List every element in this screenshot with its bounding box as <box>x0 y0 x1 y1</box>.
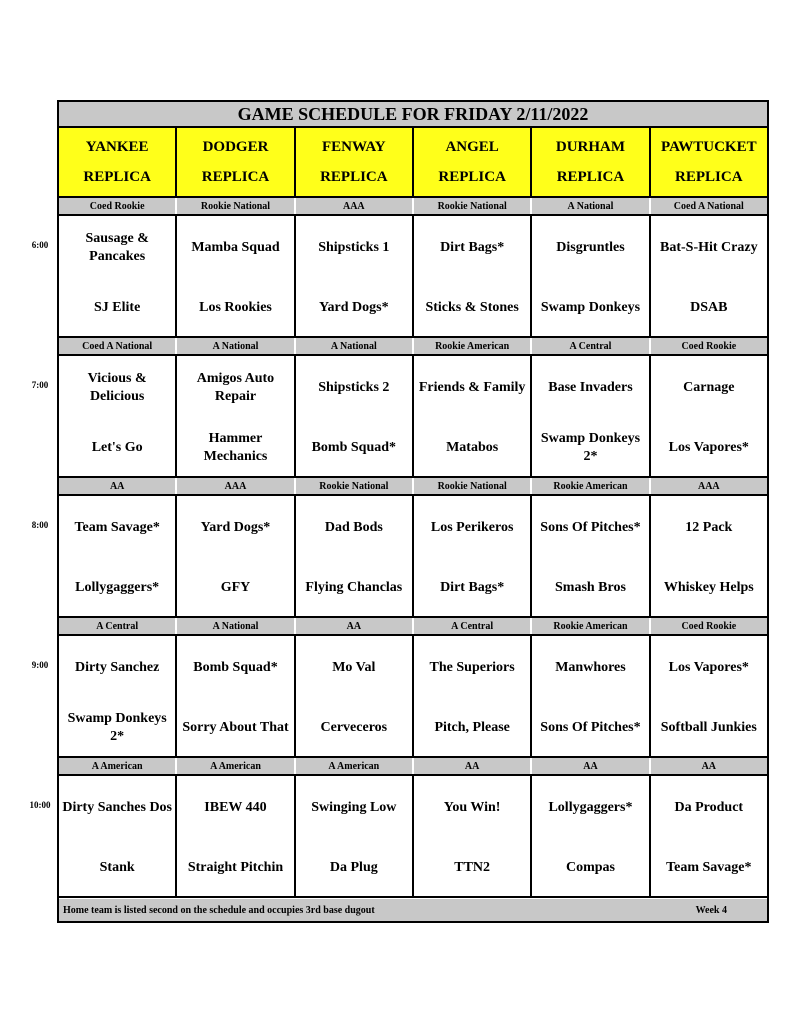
time-slot-block <box>59 198 767 338</box>
home-team: Stank <box>99 860 135 875</box>
home-team: Dirt Bags* <box>440 580 505 595</box>
division-row <box>59 338 767 356</box>
game-cell <box>59 776 177 896</box>
away-team: Amigos Auto Repair <box>196 371 275 404</box>
division-label: A American <box>177 758 295 774</box>
home-team: Matabos <box>446 440 499 455</box>
home-team: Pitch, Please <box>434 720 510 735</box>
field-name: DODGER <box>202 138 269 155</box>
game-cell <box>296 776 414 896</box>
field-sub: REPLICA <box>320 168 388 185</box>
division-label: A Central <box>532 338 650 354</box>
division-label: Coed Rookie <box>59 198 177 214</box>
field-name: ANGEL <box>445 138 499 155</box>
field-name: PAWTUCKET <box>661 138 757 155</box>
game-cell <box>532 496 650 616</box>
time-label: 6:00 <box>31 240 49 250</box>
home-team: Los Vapores* <box>668 440 749 455</box>
time-label: 8:00 <box>31 520 49 530</box>
away-team: The Superiors <box>429 660 515 675</box>
game-cell <box>532 776 650 896</box>
division-label: AA <box>532 758 650 774</box>
game-cell <box>414 636 532 756</box>
home-team: Bomb Squad* <box>311 440 397 455</box>
division-row <box>59 758 767 776</box>
division-label: A Central <box>414 618 532 634</box>
games-row <box>59 496 767 618</box>
footer-note: Home team is listed second on the schedule and occupies 3rd base dugout <box>63 904 375 916</box>
time-label: 10:00 <box>29 800 51 810</box>
game-cell <box>177 776 295 896</box>
home-team: Hammer Mechanics <box>203 431 268 464</box>
game-cell <box>296 356 414 476</box>
away-team: Mo Val <box>332 660 376 675</box>
home-team: Softball Junkies <box>660 720 757 735</box>
home-team: Whiskey Helps <box>663 580 754 595</box>
home-team: Swamp Donkeys <box>540 300 641 315</box>
division-label: Rookie National <box>414 198 532 214</box>
game-cell <box>651 496 767 616</box>
field-name: YANKEE <box>85 138 149 155</box>
game-cell <box>296 216 414 336</box>
division-label: Rookie American <box>532 478 650 494</box>
division-label: A National <box>177 338 295 354</box>
field-sub: REPLICA <box>438 168 506 185</box>
division-label: Coed Rookie <box>681 340 737 352</box>
field-sub: REPLICA <box>83 168 151 185</box>
field-header-row <box>59 128 767 198</box>
away-team: Shipsticks 1 <box>318 240 390 255</box>
division-label: A National <box>532 198 650 214</box>
division-label: A American <box>59 758 177 774</box>
time-slot-block <box>59 758 767 898</box>
away-team: Dirty Sanches Dos <box>62 800 172 815</box>
home-team: SJ Elite <box>94 300 141 315</box>
division-label: AAA <box>296 198 414 214</box>
away-team: Base Invaders <box>548 380 633 395</box>
game-cell <box>414 216 532 336</box>
game-cell <box>59 216 177 336</box>
home-team: DSAB <box>690 300 728 315</box>
division-label: A National <box>177 618 295 634</box>
division-label: A Central <box>59 618 177 634</box>
away-team: Disgruntles <box>556 240 625 255</box>
time-label: 9:00 <box>31 660 49 670</box>
away-team: Los Vapores* <box>668 660 749 675</box>
home-team: Swamp Donkeys 2* <box>540 431 641 464</box>
game-cell <box>177 216 295 336</box>
home-team: Sons Of Pitches* <box>540 720 641 735</box>
game-cell <box>414 776 532 896</box>
game-cell <box>414 356 532 476</box>
away-team: Dirty Sanchez <box>74 660 160 675</box>
away-team: Shipsticks 2 <box>318 380 390 395</box>
home-team: Swamp Donkeys 2* <box>67 711 167 744</box>
game-cell <box>414 496 532 616</box>
division-label: Rookie National <box>177 198 295 214</box>
schedule-title: GAME SCHEDULE FOR FRIDAY 2/11/2022 <box>59 102 767 128</box>
away-team: Dirt Bags* <box>440 240 505 255</box>
division-label: Coed Rookie <box>681 620 737 632</box>
schedule-sheet <box>57 100 769 923</box>
division-label: Rookie American <box>532 618 650 634</box>
division-label: Coed A National <box>59 338 177 354</box>
division-label: AAA <box>177 478 295 494</box>
field-sub: REPLICA <box>675 168 743 185</box>
division-label: AAA <box>697 480 720 492</box>
game-cell <box>59 496 177 616</box>
field-header <box>59 128 177 196</box>
away-team: Bat-S-Hit Crazy <box>660 240 758 255</box>
home-team: Cerveceros <box>320 720 388 735</box>
field-header <box>296 128 414 196</box>
division-label: A National <box>296 338 414 354</box>
away-team: Carnage <box>683 380 735 395</box>
game-cell <box>651 776 767 896</box>
away-team: Friends & Family <box>418 380 526 395</box>
home-team: Sorry About That <box>182 720 289 735</box>
away-team: Sausage & Pancakes <box>85 231 149 264</box>
field-header <box>532 128 650 196</box>
away-team: Swinging Low <box>311 800 397 815</box>
home-team: TTN2 <box>454 860 491 875</box>
away-team: Lollygaggers* <box>548 800 633 815</box>
schedule-footer <box>59 899 767 921</box>
field-header <box>651 128 767 196</box>
game-cell <box>177 496 295 616</box>
game-cell <box>532 636 650 756</box>
home-team: Lollygaggers* <box>75 580 160 595</box>
division-label: AA <box>701 760 717 772</box>
away-team: You Win! <box>443 800 501 815</box>
division-label: AA <box>296 618 414 634</box>
time-label: 7:00 <box>31 380 49 390</box>
home-team: Yard Dogs* <box>319 300 389 315</box>
time-slot-block <box>59 338 767 478</box>
game-cell <box>177 636 295 756</box>
game-cell <box>532 356 650 476</box>
division-row <box>59 198 767 216</box>
game-cell <box>59 356 177 476</box>
game-cell <box>177 356 295 476</box>
game-cell <box>651 636 767 756</box>
home-team: Let's Go <box>91 440 143 455</box>
game-cell <box>296 636 414 756</box>
game-cell <box>59 636 177 756</box>
field-name: DURHAM <box>555 138 626 155</box>
home-team: Da Plug <box>329 860 378 875</box>
division-label: Rookie American <box>414 338 532 354</box>
week-label: Week 4 <box>695 904 727 916</box>
away-team: Yard Dogs* <box>200 520 271 535</box>
home-team: GFY <box>220 580 251 595</box>
division-row <box>59 618 767 636</box>
games-row <box>59 356 767 478</box>
away-team: IBEW 440 <box>204 800 267 815</box>
division-label: AA <box>414 758 532 774</box>
home-team: Compas <box>565 860 615 875</box>
home-team: Straight Pitchin <box>187 860 284 875</box>
division-label: Coed A National <box>673 200 744 212</box>
home-team: Los Rookies <box>199 300 272 315</box>
games-row <box>59 216 767 338</box>
away-team: Mamba Squad <box>191 240 280 255</box>
away-team: 12 Pack <box>685 520 733 535</box>
home-team: Smash Bros <box>555 580 626 595</box>
time-slot-block <box>59 478 767 618</box>
home-team: Sticks & Stones <box>425 300 519 315</box>
field-header <box>414 128 532 196</box>
division-row <box>59 478 767 496</box>
games-row <box>59 776 767 898</box>
away-team: Vicious & Delicious <box>87 371 147 404</box>
division-label: Rookie National <box>296 478 414 494</box>
division-label: AA <box>59 478 177 494</box>
field-name: FENWAY <box>322 138 386 155</box>
game-cell <box>296 496 414 616</box>
field-sub: REPLICA <box>201 168 270 185</box>
time-slot-block <box>59 618 767 758</box>
game-cell <box>532 216 650 336</box>
division-label: Rookie National <box>414 478 532 494</box>
home-team: Flying Chanclas <box>305 580 403 595</box>
home-team: Team Savage* <box>666 860 752 875</box>
game-cell <box>651 356 767 476</box>
game-cell <box>651 216 767 336</box>
away-team: Sons Of Pitches* <box>540 520 641 535</box>
away-team: Los Perikeros <box>430 520 514 535</box>
away-team: Team Savage* <box>74 520 160 535</box>
away-team: Dad Bods <box>324 520 383 535</box>
away-team: Manwhores <box>555 660 626 675</box>
field-header <box>177 128 295 196</box>
away-team: Bomb Squad* <box>193 660 278 675</box>
field-sub: REPLICA <box>556 168 625 185</box>
away-team: Da Product <box>674 800 744 815</box>
division-label: A American <box>296 758 414 774</box>
games-row <box>59 636 767 758</box>
